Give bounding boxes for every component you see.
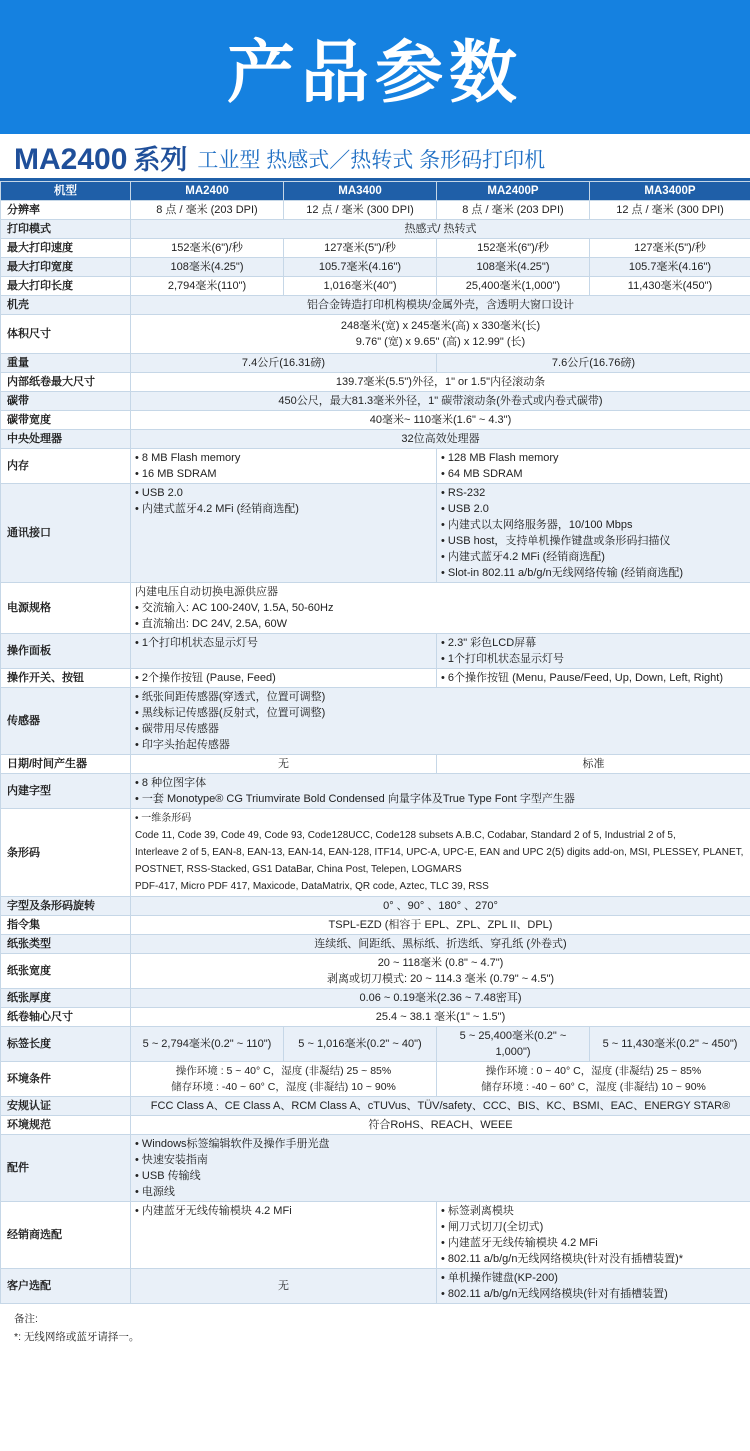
cell-line: 248毫米(宽) x 245毫米(高) x 330毫米(长) [340, 320, 541, 332]
bullet-item: • 内建式以太网络服务器，10/100 Mbps [441, 519, 633, 531]
row-label: 通讯接口 [1, 484, 131, 583]
bullet-item: • 8 种位图字体 [135, 777, 207, 789]
row-label: 碳带 [1, 392, 131, 411]
bullet-item: • USB host，支持单机操作键盘或条形码扫描仪 [441, 535, 671, 547]
bullet-item: • 一套 Monotype® CG Triumvirate Bold Condensed 向量字体及True Type Font 字型产生器 [135, 793, 575, 805]
bullet-item: • 内建式蓝牙4.2 MFi (经销商选配) [441, 551, 605, 563]
row-label: 最大打印长度 [1, 277, 131, 296]
row-dealer-options [1, 1202, 750, 1269]
row-cpu [1, 430, 750, 449]
cell: 108毫米(4.25") [131, 258, 284, 277]
cell [131, 809, 750, 897]
row-label: 体积尺寸 [1, 315, 131, 354]
cell: 25,400毫米(1,000") [437, 277, 590, 296]
cell: 铝合金铸造打印机构模块/金属外壳，含透明大窗口设计 [131, 296, 750, 315]
notes-text: *: 无线网络或蓝牙请择一。 [14, 1331, 140, 1343]
cell-line: 储存环境 : -40 ~ 60° C，湿度 (非凝结) 10 ~ 90% [481, 1081, 706, 1093]
bullet-item: • USB 2.0 [135, 487, 183, 499]
cell: 5 ~ 2,794毫米(0.2" ~ 110") [131, 1027, 284, 1062]
row-label: 重量 [1, 354, 131, 373]
cell [437, 484, 750, 583]
cell: 无 [131, 755, 437, 774]
row-print-mode [1, 220, 750, 239]
cell: 152毫米(6")/秒 [131, 239, 284, 258]
cell: 0.06 ~ 0.19毫米(2.36 ~ 7.48密耳) [131, 989, 750, 1008]
row-label: 字型及条形码旋转 [1, 897, 131, 916]
cell-line: 20 ~ 118毫米 (0.8" ~ 4.7") [377, 957, 504, 969]
cell [131, 484, 437, 583]
bullet-item: • 黑线标记传感器(反射式，位置可调整) [135, 707, 326, 719]
cell [437, 1202, 750, 1269]
cell-line: 储存环境 : -40 ~ 60° C，湿度 (非凝结) 10 ~ 90% [171, 1081, 396, 1093]
col-header-ma2400p: MA2400P [437, 182, 590, 201]
row-dimensions [1, 315, 750, 354]
cell: 5 ~ 1,016毫米(0.2" ~ 40") [284, 1027, 437, 1062]
bullet-item: • 快速安装指南 [135, 1154, 208, 1166]
bullet-item: • 碳带用尽传感器 [135, 723, 219, 735]
cell [131, 954, 750, 989]
bullet-item: • 纸张间距传感器(穿透式，位置可调整) [135, 691, 326, 703]
row-speed [1, 239, 750, 258]
cell-line: 剥离或切刀模式: 20 ~ 114.3 毫米 (0.79" ~ 4.5") [326, 973, 555, 985]
row-label: 纸张厚度 [1, 989, 131, 1008]
row-label: 碳带宽度 [1, 411, 131, 430]
row-label: 打印模式 [1, 220, 131, 239]
row-label: 标签长度 [1, 1027, 131, 1062]
row-core [1, 1008, 750, 1027]
bullet-item: • 标签剥离模块 [441, 1205, 514, 1217]
notes [0, 1304, 750, 1352]
row-label: 分辨率 [1, 201, 131, 220]
cell [437, 1269, 750, 1304]
bullet-item: • 2个操作按钮 (Pause, Feed) [135, 672, 276, 684]
bullet-item: • RS-232 [441, 487, 486, 499]
bullet-item: • 闸刀式切刀(全切式) [441, 1221, 544, 1233]
row-accessories [1, 1135, 750, 1202]
bullet-item: • 印字头抬起传感器 [135, 739, 230, 751]
cell [437, 634, 750, 669]
product-heading [0, 134, 750, 181]
cell-line: 9.76" (宽) x 9.65" (高) x 12.99" (长) [355, 336, 526, 348]
row-width [1, 258, 750, 277]
row-media-thickness [1, 989, 750, 1008]
cell: 105.7毫米(4.16") [284, 258, 437, 277]
cell: 热感式/ 热转式 [131, 220, 750, 239]
bullet-item: • 交流输入: AC 100-240V, 1.5A, 50-60Hz [135, 602, 334, 614]
cell [437, 449, 750, 484]
cell: FCC Class A、CE Class A、RCM Class A、cTUVus、TÜV/safety、CCC、BIS、KC、BSMI、EAC、ENERGY STAR® [131, 1097, 750, 1116]
row-label: 内部纸卷最大尺寸 [1, 373, 131, 392]
cell: 152毫米(6")/秒 [437, 239, 590, 258]
row-label: 纸张类型 [1, 935, 131, 954]
bullet-item: • USB 2.0 [441, 503, 489, 515]
bullet-item: • Slot-in 802.11 a/b/g/n无线网络传输 (经销商选配) [441, 567, 684, 579]
row-environment [1, 1062, 750, 1097]
cell: 139.7毫米(5.5")外径，1" or 1.5"内径滚动条 [131, 373, 750, 392]
row-rtc [1, 755, 750, 774]
bullet-item: • 16 MB SDRAM [135, 468, 217, 480]
model-name: MA2400 [14, 143, 128, 176]
row-barcodes [1, 809, 750, 897]
row-label: 指令集 [1, 916, 131, 935]
bullet-item: • USB 传输线 [135, 1170, 201, 1182]
row-label: 纸张宽度 [1, 954, 131, 989]
cell [131, 669, 437, 688]
banner [0, 0, 750, 134]
cell: 7.6公斤(16.76磅) [437, 354, 750, 373]
bullet-item: • 802.11 a/b/g/n无线网络模块(针对有插槽装置) [441, 1288, 668, 1300]
cell [437, 1062, 750, 1097]
bullet-item: • 6个操作按钮 (Menu, Pause/Feed, Up, Down, Left, Right) [441, 672, 724, 684]
bullet-item: • 8 MB Flash memory [135, 452, 241, 464]
cell: 8 点 / 毫米 (203 DPI) [131, 201, 284, 220]
barcode-line: PDF-417, Micro PDF 417, Maxicode, DataMatrix, QR code, Aztec, TLC 39, RSS [135, 881, 489, 892]
row-label: 条形码 [1, 809, 131, 897]
cell: 5 ~ 25,400毫米(0.2" ~ 1,000") [437, 1027, 590, 1062]
row-sensors [1, 688, 750, 755]
row-panel [1, 634, 750, 669]
cell [131, 1135, 750, 1202]
bullet-item: • 电源线 [135, 1186, 175, 1198]
cell [131, 449, 437, 484]
row-memory [1, 449, 750, 484]
row-label-length [1, 1027, 750, 1062]
cell: 5 ~ 11,430毫米(0.2" ~ 450") [590, 1027, 750, 1062]
col-header-model: 机型 [1, 182, 131, 201]
cell: 25.4 ~ 38.1 毫米(1" ~ 1.5") [131, 1008, 750, 1027]
row-label: 环境条件 [1, 1062, 131, 1097]
cell: 1,016毫米(40") [284, 277, 437, 296]
cell [437, 669, 750, 688]
row-ribbon-width [1, 411, 750, 430]
cell: 108毫米(4.25") [437, 258, 590, 277]
row-label: 最大打印速度 [1, 239, 131, 258]
row-resolution [1, 201, 750, 220]
cell: 8 点 / 毫米 (203 DPI) [437, 201, 590, 220]
row-label: 日期/时间产生器 [1, 755, 131, 774]
cell: 12 点 / 毫米 (300 DPI) [590, 201, 750, 220]
bullet-item: • Windows标签编辑软件及操作手册光盘 [135, 1138, 330, 1150]
bullet-item: • 64 MB SDRAM [441, 468, 523, 480]
row-interface [1, 484, 750, 583]
banner-title: 产品参数 [226, 33, 523, 113]
bullet-item: • 一维条形码 [135, 813, 192, 824]
cell: 标准 [437, 755, 750, 774]
cell [131, 774, 750, 809]
notes-title: 备注: [14, 1313, 38, 1325]
row-label: 操作开关、按钮 [1, 669, 131, 688]
row-media-roll [1, 373, 750, 392]
col-header-ma2400: MA2400 [131, 182, 284, 201]
row-ribbon [1, 392, 750, 411]
row-customer-options [1, 1269, 750, 1304]
cell: TSPL-EZD (相容于 EPL、ZPL、ZPL II、DPL) [131, 916, 750, 935]
cell: 127毫米(5")/秒 [284, 239, 437, 258]
cell: 11,430毫米(450") [590, 277, 750, 296]
row-label: 环境规范 [1, 1116, 131, 1135]
cell [131, 688, 750, 755]
cell [131, 1202, 437, 1269]
cell-line: 操作环境 : 0 ~ 40° C，湿度 (非凝结) 25 ~ 85% [485, 1065, 702, 1077]
col-header-ma3400: MA3400 [284, 182, 437, 201]
bullet-item: • 内建式蓝牙4.2 MFi (经销商选配) [135, 503, 299, 515]
cell: 127毫米(5")/秒 [590, 239, 750, 258]
row-label: 传感器 [1, 688, 131, 755]
row-buttons [1, 669, 750, 688]
row-label: 内存 [1, 449, 131, 484]
cell: 0° 、90° 、180° 、270° [131, 897, 750, 916]
cell: 符合RoHS、REACH、WEEE [131, 1116, 750, 1135]
row-certs [1, 1097, 750, 1116]
product-description: 工业型 热感式／热转式 条形码打印机 [197, 149, 546, 172]
bullet-item: • 128 MB Flash memory [441, 452, 559, 464]
cell: 连续纸、间距纸、黑标纸、折迭纸、穿孔纸 (外卷式) [131, 935, 750, 954]
cell [131, 315, 750, 354]
bullet-item: • 内建蓝牙无线传输模块 4.2 MFi [441, 1237, 598, 1249]
cell [131, 1062, 437, 1097]
col-header-ma3400p: MA3400P [590, 182, 750, 201]
bullet-item: • 802.11 a/b/g/n无线网络模块(针对没有插槽装置)* [441, 1253, 684, 1265]
cell: 105.7毫米(4.16") [590, 258, 750, 277]
spec-table [0, 181, 750, 1304]
row-rotation [1, 897, 750, 916]
row-label: 操作面板 [1, 634, 131, 669]
row-media-type [1, 935, 750, 954]
cell: 40毫米~ 110毫米(1.6" ~ 4.3") [131, 411, 750, 430]
cell-line: 操作环境 : 5 ~ 40° C，湿度 (非凝结) 25 ~ 85% [175, 1065, 392, 1077]
row-label: 纸卷轴心尺寸 [1, 1008, 131, 1027]
cell: 无 [131, 1269, 437, 1304]
cell: 12 点 / 毫米 (300 DPI) [284, 201, 437, 220]
bullet-item: • 1个打印机状态显示灯号 [441, 653, 565, 665]
bullet-item: • 内建蓝牙无线传输模块 4.2 MFi [135, 1205, 292, 1217]
bullet-item: 内建电压自动切换电源供应器 [135, 586, 278, 598]
row-weight [1, 354, 750, 373]
bullet-item: • 1个打印机状态显示灯号 [135, 637, 259, 649]
row-label: 安规认证 [1, 1097, 131, 1116]
row-cmdset [1, 916, 750, 935]
header-row [1, 182, 750, 201]
row-power [1, 583, 750, 634]
row-label: 电源规格 [1, 583, 131, 634]
row-label: 最大打印宽度 [1, 258, 131, 277]
row-label: 中央处理器 [1, 430, 131, 449]
barcode-line: Interleave 2 of 5, EAN-8, EAN-13, EAN-14, EAN-128, ITF14, UPC-A, UPC-E, EAN and UPC 2(5) digits add-on, MSI, PLESSEY, PLANET, [135, 847, 744, 858]
row-fonts [1, 774, 750, 809]
cell [131, 583, 750, 634]
row-length [1, 277, 750, 296]
bullet-item: • 2.3" 彩色LCD屏幕 [441, 637, 537, 649]
barcode-line: POSTNET, RSS-Stacked, GS1 DataBar, China Post, Telepen, LOGMARS [135, 864, 462, 875]
row-media-width [1, 954, 750, 989]
barcode-line: Code 11, Code 39, Code 49, Code 93, Code128UCC, Code128 subsets A.B.C, Codabar, Standard 2 of 5, Industrial 2 of 5, [135, 830, 676, 841]
row-label: 机壳 [1, 296, 131, 315]
series-label: 系列 [133, 145, 188, 175]
row-housing [1, 296, 750, 315]
row-label: 经销商选配 [1, 1202, 131, 1269]
bullet-item: • 直流输出: DC 24V, 2.5A, 60W [135, 618, 287, 630]
row-label: 内建字型 [1, 774, 131, 809]
row-label: 配件 [1, 1135, 131, 1202]
row-label: 客户选配 [1, 1269, 131, 1304]
bullet-item: • 单机操作键盘(KP-200) [441, 1272, 558, 1284]
cell: 450公尺，最大81.3毫米外径，1" 碳带滚动条(外卷式或内卷式碳带) [131, 392, 750, 411]
cell: 32位高效处理器 [131, 430, 750, 449]
cell: 7.4公斤(16.31磅) [131, 354, 437, 373]
cell [131, 634, 437, 669]
row-env-rules [1, 1116, 750, 1135]
cell: 2,794毫米(110") [131, 277, 284, 296]
